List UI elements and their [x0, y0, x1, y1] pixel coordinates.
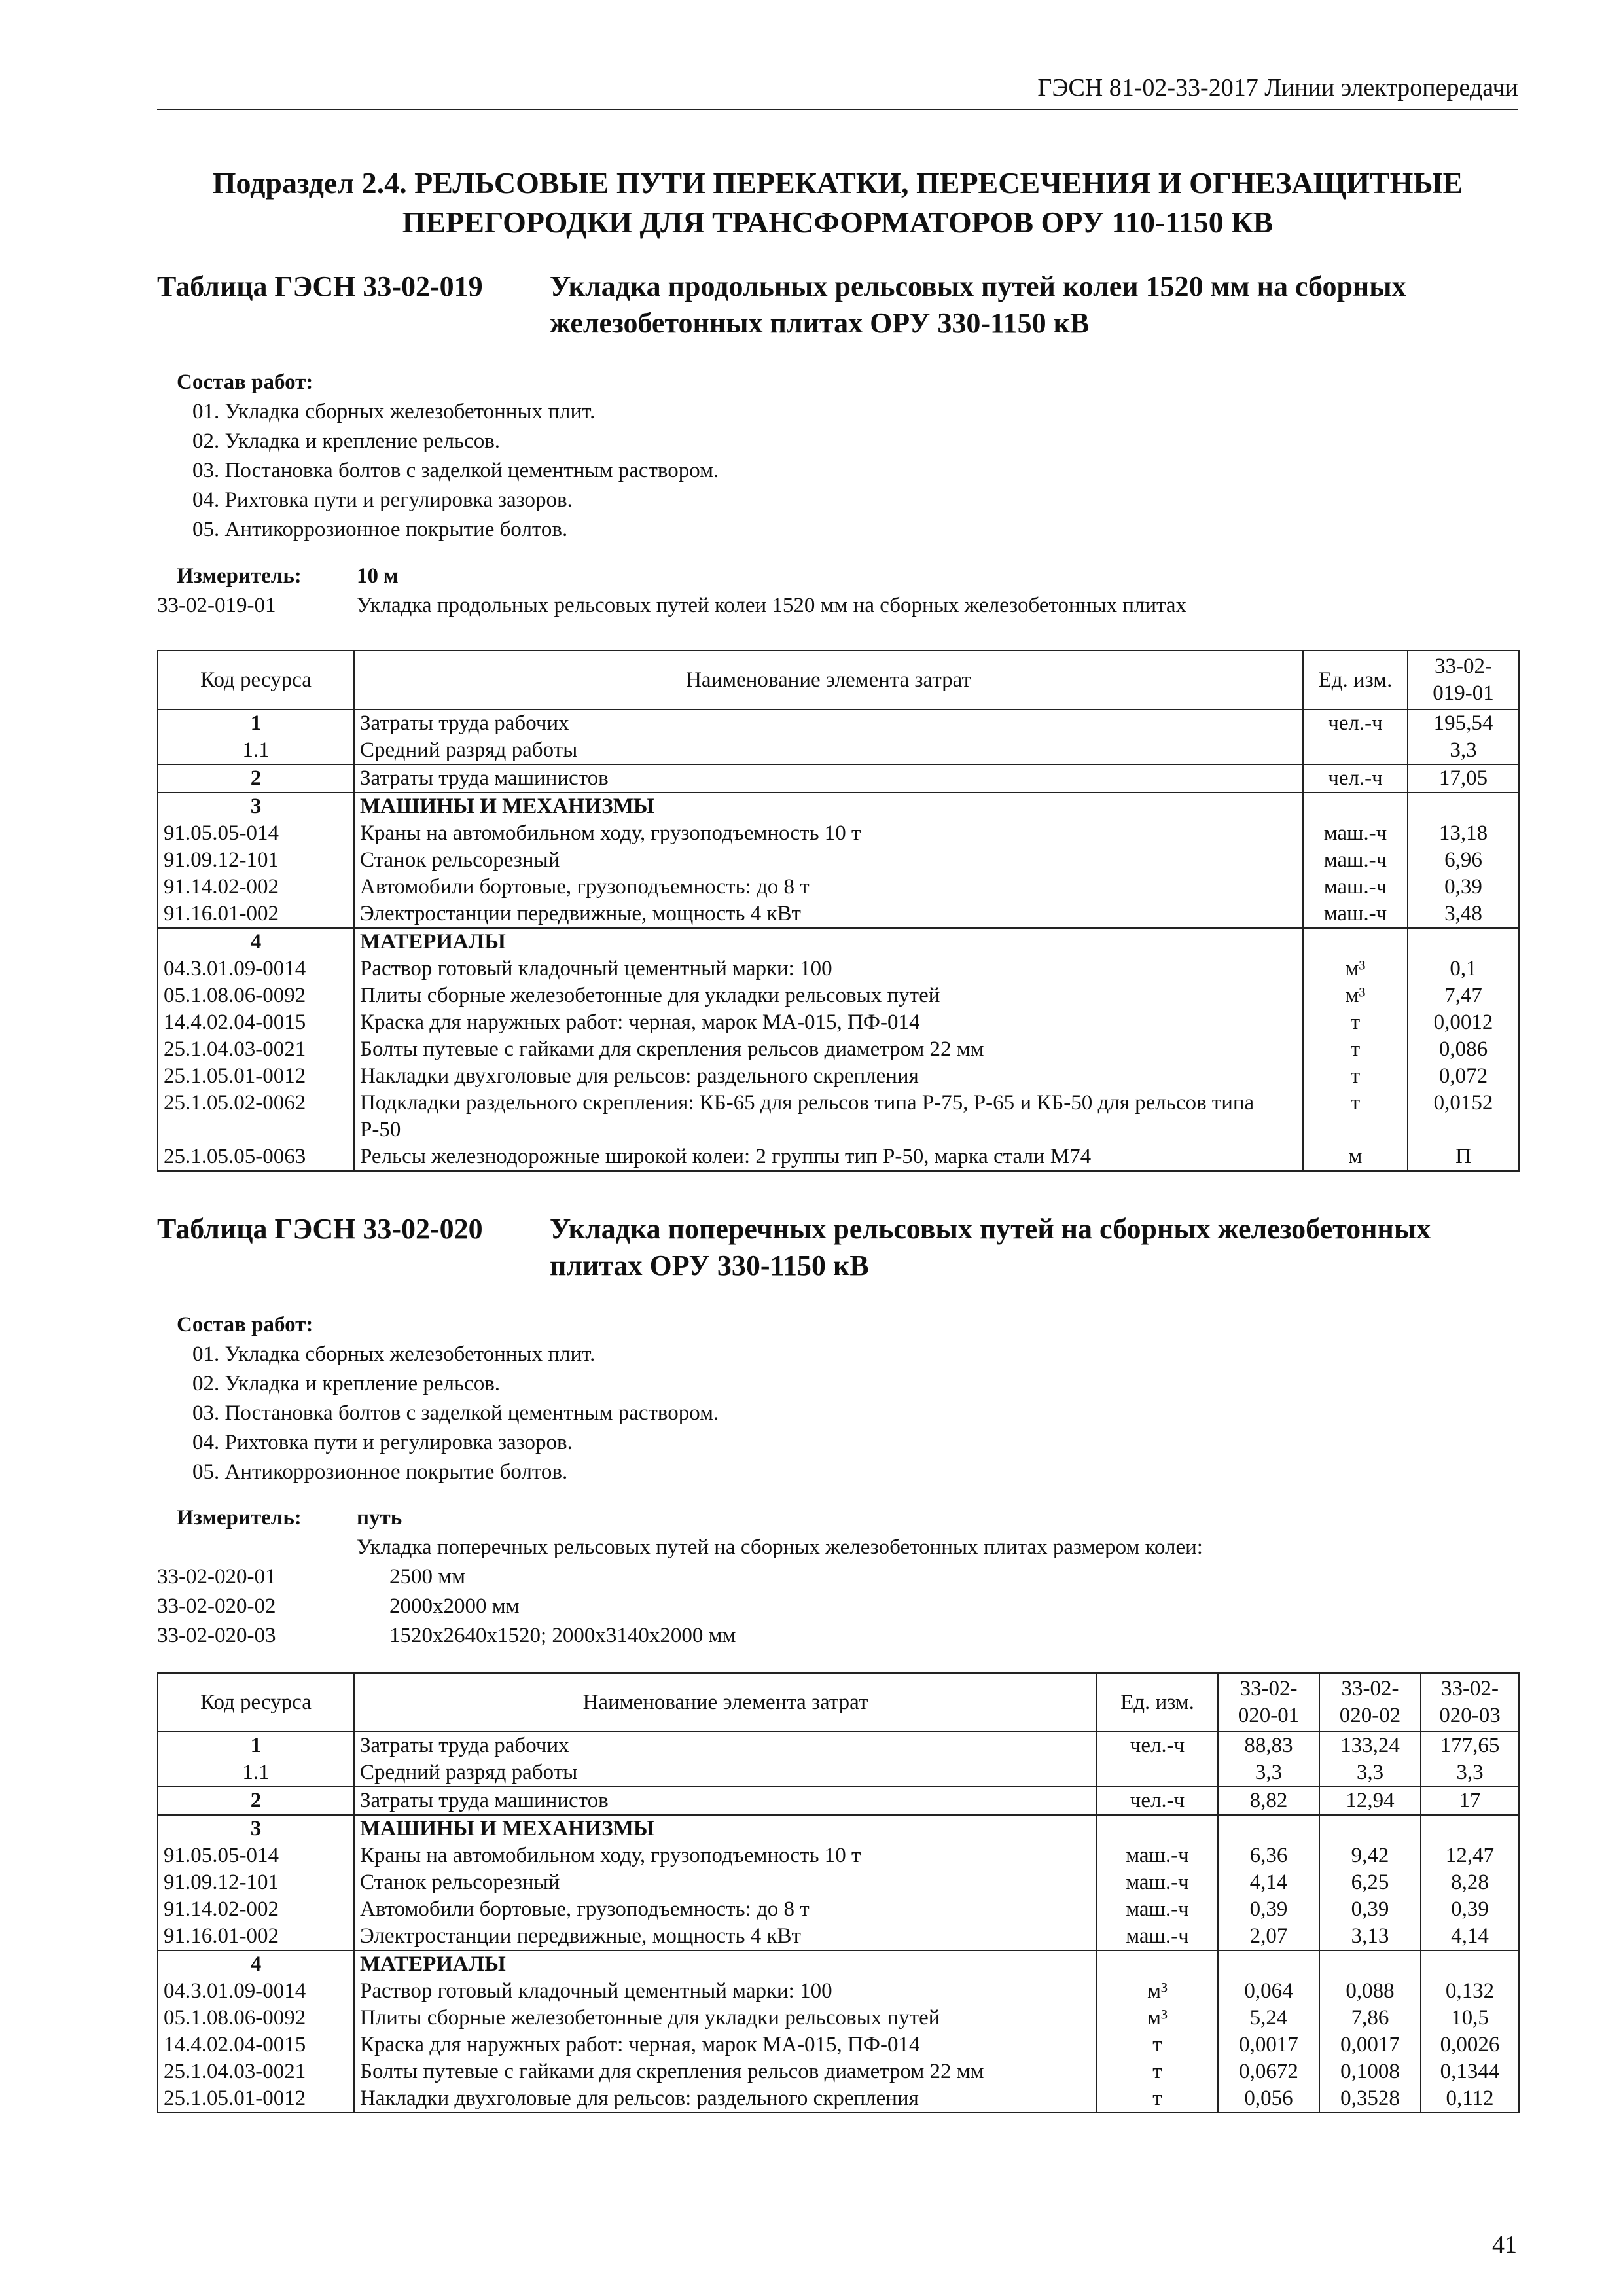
resource-value [1319, 1815, 1421, 1842]
resource-unit: маш.-ч [1097, 1869, 1218, 1896]
resource-unit [1303, 793, 1408, 820]
resource-unit: маш.-ч [1097, 1923, 1218, 1950]
resource-unit: маш.-ч [1097, 1842, 1218, 1869]
table-row [158, 874, 1519, 901]
resource-name: МАТЕРИАЛЫ [354, 1950, 1097, 1978]
table-2-name-line-1: Укладка поперечных рельсовых путей на сборных железобетонных [550, 1213, 1431, 1245]
table-row [158, 1143, 1519, 1171]
resource-name: Станок рельсорезный [354, 1869, 1097, 1896]
resource-value: 0,39 [1408, 874, 1519, 901]
norm-code: 33-02-020-03 [157, 1624, 276, 1647]
resource-name: Средний разряд работы [354, 1759, 1097, 1787]
resource-value: 0,132 [1421, 1978, 1519, 2005]
resource-name: Автомобили бортовые, грузоподъемность: до 8 т [354, 874, 1303, 901]
subsection-title-line-2: ПЕРЕГОРОДКИ ДЛЯ ТРАНСФОРМАТОРОВ ОРУ 110-1150 КВ [402, 206, 1274, 239]
resource-value: 0,39 [1319, 1896, 1421, 1923]
meter-value: 10 м [357, 564, 399, 588]
resource-value: 3,3 [1421, 1759, 1519, 1787]
column-header-norm-line-2: 020-02 [1339, 1704, 1401, 1727]
table-row [158, 2058, 1519, 2085]
resource-code: 25.1.05.02-0062 [158, 1090, 354, 1143]
table-row [158, 2005, 1519, 2032]
table-row [158, 737, 1519, 764]
work-composition-heading: Состав работ: [177, 1313, 313, 1336]
resource-unit: т [1303, 1009, 1408, 1036]
table-row [158, 1896, 1519, 1923]
resource-unit: т [1303, 1063, 1408, 1090]
resource-value: 0,3528 [1319, 2085, 1421, 2113]
running-header: ГЭСН 81-02-33-2017 Линии электропередачи [157, 73, 1518, 110]
resource-name: МАШИНЫ И МЕХАНИЗМЫ [354, 793, 1303, 820]
table-row [158, 764, 1519, 793]
resource-name: Болты путевые с гайками для скрепления рельсов диаметром 22 мм [354, 1036, 1303, 1063]
resource-name: Рельсы железнодорожные широкой колеи: 2 группы тип Р-50, марка стали М74 [354, 1143, 1303, 1171]
resource-code: 05.1.08.06-0092 [158, 982, 354, 1009]
resource-value: 0,0017 [1319, 2032, 1421, 2058]
work-step: 01. Укладка сборных железобетонных плит. [192, 400, 596, 423]
resource-code: 1 [158, 709, 354, 737]
resource-value: 0,0012 [1408, 1009, 1519, 1036]
resource-code: 25.1.05.01-0012 [158, 1063, 354, 1090]
resource-code: 25.1.04.03-0021 [158, 2058, 354, 2085]
norm-description: Укладка продольных рельсовых путей колеи 1520 мм на сборных железобетонных плитах [357, 594, 1187, 617]
resource-unit: чел.-ч [1097, 1787, 1218, 1815]
resource-value [1421, 1950, 1519, 1978]
work-step: 03. Постановка болтов с заделкой цементным раствором. [192, 459, 719, 482]
table-row [158, 1090, 1519, 1143]
table-1-name-line-1: Укладка продольных рельсовых путей колеи 1520 мм на сборных [550, 270, 1406, 302]
table-row [158, 956, 1519, 982]
table-row [158, 1950, 1519, 1978]
resource-value: 0,39 [1218, 1896, 1319, 1923]
resource-code: 14.4.02.04-0015 [158, 2032, 354, 2058]
resource-unit: т [1303, 1090, 1408, 1143]
resource-code: 05.1.08.06-0092 [158, 2005, 354, 2032]
resource-value: 3,3 [1218, 1759, 1319, 1787]
norm-description: 1520x2640x1520; 2000x3140x2000 мм [389, 1624, 736, 1647]
resource-name: Болты путевые с гайками для скрепления рельсов диаметром 22 мм [354, 2058, 1097, 2085]
resource-value: 6,25 [1319, 1869, 1421, 1896]
norm-code: 33-02-020-02 [157, 1594, 276, 1618]
resource-name: Плиты сборные железобетонные для укладки рельсовых путей [354, 2005, 1097, 2032]
resource-value: 7,47 [1408, 982, 1519, 1009]
resource-name: Плиты сборные железобетонные для укладки рельсовых путей [354, 982, 1303, 1009]
column-header-norm-line-1: 33-02- [1341, 1677, 1399, 1700]
resource-value: 4,14 [1421, 1923, 1519, 1950]
table-row [158, 1869, 1519, 1896]
resource-value: 8,28 [1421, 1869, 1519, 1896]
table-row [158, 1759, 1519, 1787]
table-row [158, 1978, 1519, 2005]
resource-value: 3,3 [1408, 737, 1519, 764]
norm-code: 33-02-019-01 [157, 594, 276, 617]
column-header-norm [1408, 651, 1519, 709]
column-header-name: Наименование элемента затрат [354, 1673, 1097, 1732]
table-2-meter [157, 1503, 1518, 1651]
resource-value: П [1408, 1143, 1519, 1171]
table-row [158, 820, 1519, 847]
resource-code: 1.1 [158, 1759, 354, 1787]
resource-unit: маш.-ч [1097, 1896, 1218, 1923]
resource-value: 6,96 [1408, 847, 1519, 874]
resource-value: 0,0017 [1218, 2032, 1319, 2058]
meter-value: путь [357, 1506, 402, 1530]
resource-value: 0,0026 [1421, 2032, 1519, 2058]
resource-unit: м³ [1097, 2005, 1218, 2032]
table-2-code: Таблица ГЭСН 33-02-020 [157, 1213, 483, 1245]
table-row [158, 1923, 1519, 1950]
resource-value: 0,056 [1218, 2085, 1319, 2113]
resource-unit: м³ [1303, 982, 1408, 1009]
resource-unit: маш.-ч [1303, 847, 1408, 874]
resource-value [1421, 1815, 1519, 1842]
table-row [158, 793, 1519, 820]
table-row [158, 928, 1519, 956]
resource-value: 0,0672 [1218, 2058, 1319, 2085]
resource-unit: маш.-ч [1303, 874, 1408, 901]
resource-unit: маш.-ч [1303, 820, 1408, 847]
resource-value: 12,47 [1421, 1842, 1519, 1869]
column-header-norm [1319, 1673, 1421, 1732]
resource-value: 7,86 [1319, 2005, 1421, 2032]
resource-unit: т [1303, 1036, 1408, 1063]
table-1-name [550, 268, 1518, 342]
resource-name: Краска для наружных работ: черная, марок МА-015, ПФ-014 [354, 2032, 1097, 2058]
resource-value: 0,064 [1218, 1978, 1319, 2005]
resource-code: 91.16.01-002 [158, 901, 354, 928]
resource-unit: чел.-ч [1303, 709, 1408, 737]
resource-value [1408, 928, 1519, 956]
resource-name: МАТЕРИАЛЫ [354, 928, 1303, 956]
resource-code: 91.14.02-002 [158, 874, 354, 901]
table-row [158, 1009, 1519, 1036]
resource-name: Подкладки раздельного скрепления: КБ-65 для рельсов типа Р-75, Р-65 и КБ-50 для рельсов типа Р-50 [354, 1090, 1303, 1143]
work-step: 01. Укладка сборных железобетонных плит. [192, 1342, 596, 1366]
resource-unit [1097, 1815, 1218, 1842]
resource-code: 14.4.02.04-0015 [158, 1009, 354, 1036]
table-1-code: Таблица ГЭСН 33-02-019 [157, 270, 483, 302]
resource-name: Затраты труда рабочих [354, 1732, 1097, 1759]
subsection-title-line-1: Подраздел 2.4. РЕЛЬСОВЫЕ ПУТИ ПЕРЕКАТКИ, ПЕРЕСЕЧЕНИЯ И ОГНЕЗАЩИТНЫЕ [212, 166, 1463, 200]
resource-name: Автомобили бортовые, грузоподъемность: до 8 т [354, 1896, 1097, 1923]
table-row [158, 2032, 1519, 2058]
column-header-unit: Ед. изм. [1097, 1673, 1218, 1732]
column-header-norm-line-2: 019-01 [1433, 681, 1494, 705]
column-header-norm-line-1: 33-02- [1441, 1677, 1499, 1700]
resource-value: 6,36 [1218, 1842, 1319, 1869]
resource-code: 3 [158, 793, 354, 820]
resource-unit: маш.-ч [1303, 901, 1408, 928]
table-1-work-composition [177, 368, 1486, 545]
work-step: 05. Антикоррозионное покрытие болтов. [192, 1460, 568, 1484]
work-step: 02. Укладка и крепление рельсов. [192, 1372, 501, 1395]
table-1-resources [157, 650, 1520, 1172]
resource-code: 91.05.05-014 [158, 820, 354, 847]
resource-value: 2,07 [1218, 1923, 1319, 1950]
resource-code: 91.16.01-002 [158, 1923, 354, 1950]
work-step: 02. Укладка и крепление рельсов. [192, 429, 501, 453]
table-row [158, 709, 1519, 737]
resource-value: 0,1344 [1421, 2058, 1519, 2085]
resource-unit: т [1097, 2085, 1218, 2113]
table-row [158, 901, 1519, 928]
resource-value: 0,0152 [1408, 1090, 1519, 1143]
resource-name: Станок рельсорезный [354, 847, 1303, 874]
resource-value: 17,05 [1408, 764, 1519, 793]
resource-code: 91.09.12-101 [158, 1869, 354, 1896]
work-composition-heading: Состав работ: [177, 370, 313, 394]
work-step: 04. Рихтовка пути и регулировка зазоров. [192, 488, 573, 512]
column-header-norm [1421, 1673, 1519, 1732]
resource-unit [1097, 1759, 1218, 1787]
column-header-norm-line-1: 33-02- [1240, 1677, 1298, 1700]
table-row [158, 1787, 1519, 1815]
column-header-unit: Ед. изм. [1303, 651, 1408, 709]
resource-code: 04.3.01.09-0014 [158, 956, 354, 982]
resource-code: 2 [158, 1787, 354, 1815]
resource-code: 25.1.05.05-0063 [158, 1143, 354, 1171]
resource-value [1408, 793, 1519, 820]
column-header-norm-line-2: 020-03 [1439, 1704, 1501, 1727]
table-row [158, 847, 1519, 874]
page-number: 41 [1492, 2231, 1517, 2259]
resource-unit: м³ [1097, 1978, 1218, 2005]
resource-value: 9,42 [1319, 1842, 1421, 1869]
resource-name: Затраты труда машинистов [354, 764, 1303, 793]
resource-unit: чел.-ч [1097, 1732, 1218, 1759]
norm-code: 33-02-020-01 [157, 1565, 276, 1588]
resource-code: 2 [158, 764, 354, 793]
resource-code: 91.05.05-014 [158, 1842, 354, 1869]
column-header-norm [1218, 1673, 1319, 1732]
resource-name: Электростанции передвижные, мощность 4 кВт [354, 901, 1303, 928]
table-row [158, 982, 1519, 1009]
resource-unit: м³ [1303, 956, 1408, 982]
resource-value: 3,13 [1319, 1923, 1421, 1950]
column-header-code: Код ресурса [158, 651, 354, 709]
resource-value [1218, 1950, 1319, 1978]
column-header-norm-line-2: 020-01 [1238, 1704, 1300, 1727]
resource-value: 12,94 [1319, 1787, 1421, 1815]
table-row [158, 2085, 1519, 2113]
resource-value: 0,088 [1319, 1978, 1421, 2005]
resource-value: 8,82 [1218, 1787, 1319, 1815]
resource-code: 3 [158, 1815, 354, 1842]
resource-value: 13,18 [1408, 820, 1519, 847]
table-row [158, 1732, 1519, 1759]
resource-value: 0,112 [1421, 2085, 1519, 2113]
table-row [158, 1842, 1519, 1869]
table-1-meter [157, 562, 1518, 620]
resource-name: Краны на автомобильном ходу, грузоподъемность 10 т [354, 820, 1303, 847]
resource-name: Средний разряд работы [354, 737, 1303, 764]
resource-value: 133,24 [1319, 1732, 1421, 1759]
table-2-resources [157, 1672, 1520, 2113]
resource-value: 5,24 [1218, 2005, 1319, 2032]
resource-unit: т [1097, 2032, 1218, 2058]
resource-name: Раствор готовый кладочный цементный марки: 100 [354, 1978, 1097, 2005]
norm-description: Укладка поперечных рельсовых путей на сборных железобетонных плитах размером колеи: [357, 1535, 1203, 1559]
norm-description: 2000x2000 мм [389, 1594, 520, 1618]
column-header-code: Код ресурса [158, 1673, 354, 1732]
resource-value: 3,48 [1408, 901, 1519, 928]
resource-code: 91.09.12-101 [158, 847, 354, 874]
resource-value: 195,54 [1408, 709, 1519, 737]
column-header-name: Наименование элемента затрат [354, 651, 1303, 709]
resource-code: 25.1.04.03-0021 [158, 1036, 354, 1063]
resource-value [1218, 1815, 1319, 1842]
resource-name: Краска для наружных работ: черная, марок МА-015, ПФ-014 [354, 1009, 1303, 1036]
work-step: 03. Постановка болтов с заделкой цементным раствором. [192, 1401, 719, 1425]
resource-unit [1303, 928, 1408, 956]
table-2-name-line-2: плитах ОРУ 330-1150 кВ [550, 1249, 869, 1282]
column-header-norm-line-1: 33-02- [1435, 655, 1492, 678]
resource-value: 88,83 [1218, 1732, 1319, 1759]
resource-name: Накладки двухголовые для рельсов: раздельного скрепления [354, 2085, 1097, 2113]
resource-value: 177,65 [1421, 1732, 1519, 1759]
resource-unit [1097, 1950, 1218, 1978]
table-row [158, 1063, 1519, 1090]
resource-name: Электростанции передвижные, мощность 4 кВт [354, 1923, 1097, 1950]
meter-label: Измеритель: [177, 1506, 302, 1530]
table-row [158, 1815, 1519, 1842]
resource-code: 04.3.01.09-0014 [158, 1978, 354, 2005]
resource-value: 0,086 [1408, 1036, 1519, 1063]
resource-unit: т [1097, 2058, 1218, 2085]
resource-code: 25.1.05.01-0012 [158, 2085, 354, 2113]
resource-name: Затраты труда рабочих [354, 709, 1303, 737]
resource-value: 0,39 [1421, 1896, 1519, 1923]
resource-value: 10,5 [1421, 2005, 1519, 2032]
resource-code: 1.1 [158, 737, 354, 764]
resource-name: Накладки двухголовые для рельсов: раздельного скрепления [354, 1063, 1303, 1090]
resource-unit: чел.-ч [1303, 764, 1408, 793]
resource-code: 91.14.02-002 [158, 1896, 354, 1923]
resource-code: 4 [158, 1950, 354, 1978]
table-2-name [550, 1211, 1518, 1284]
resource-value [1319, 1950, 1421, 1978]
resource-value: 0,1008 [1319, 2058, 1421, 2085]
resource-code: 1 [158, 1732, 354, 1759]
norm-description: 2500 мм [389, 1565, 466, 1588]
resource-value: 4,14 [1218, 1869, 1319, 1896]
resource-value: 17 [1421, 1787, 1519, 1815]
resource-value: 0,072 [1408, 1063, 1519, 1090]
table-1-name-line-2: железобетонных плитах ОРУ 330-1150 кВ [550, 307, 1090, 339]
resource-name: МАШИНЫ И МЕХАНИЗМЫ [354, 1815, 1097, 1842]
resource-unit [1303, 737, 1408, 764]
resource-name: Краны на автомобильном ходу, грузоподъемность 10 т [354, 1842, 1097, 1869]
resource-unit: м [1303, 1143, 1408, 1171]
meter-label: Измеритель: [177, 564, 302, 588]
resource-name: Затраты труда машинистов [354, 1787, 1097, 1815]
subsection-title [157, 164, 1518, 242]
table-row [158, 1036, 1519, 1063]
work-step: 05. Антикоррозионное покрытие болтов. [192, 518, 568, 541]
resource-code: 4 [158, 928, 354, 956]
table-2-work-composition [177, 1310, 1486, 1487]
resource-value: 0,1 [1408, 956, 1519, 982]
work-step: 04. Рихтовка пути и регулировка зазоров. [192, 1431, 573, 1454]
resource-name: Раствор готовый кладочный цементный марки: 100 [354, 956, 1303, 982]
resource-value: 3,3 [1319, 1759, 1421, 1787]
